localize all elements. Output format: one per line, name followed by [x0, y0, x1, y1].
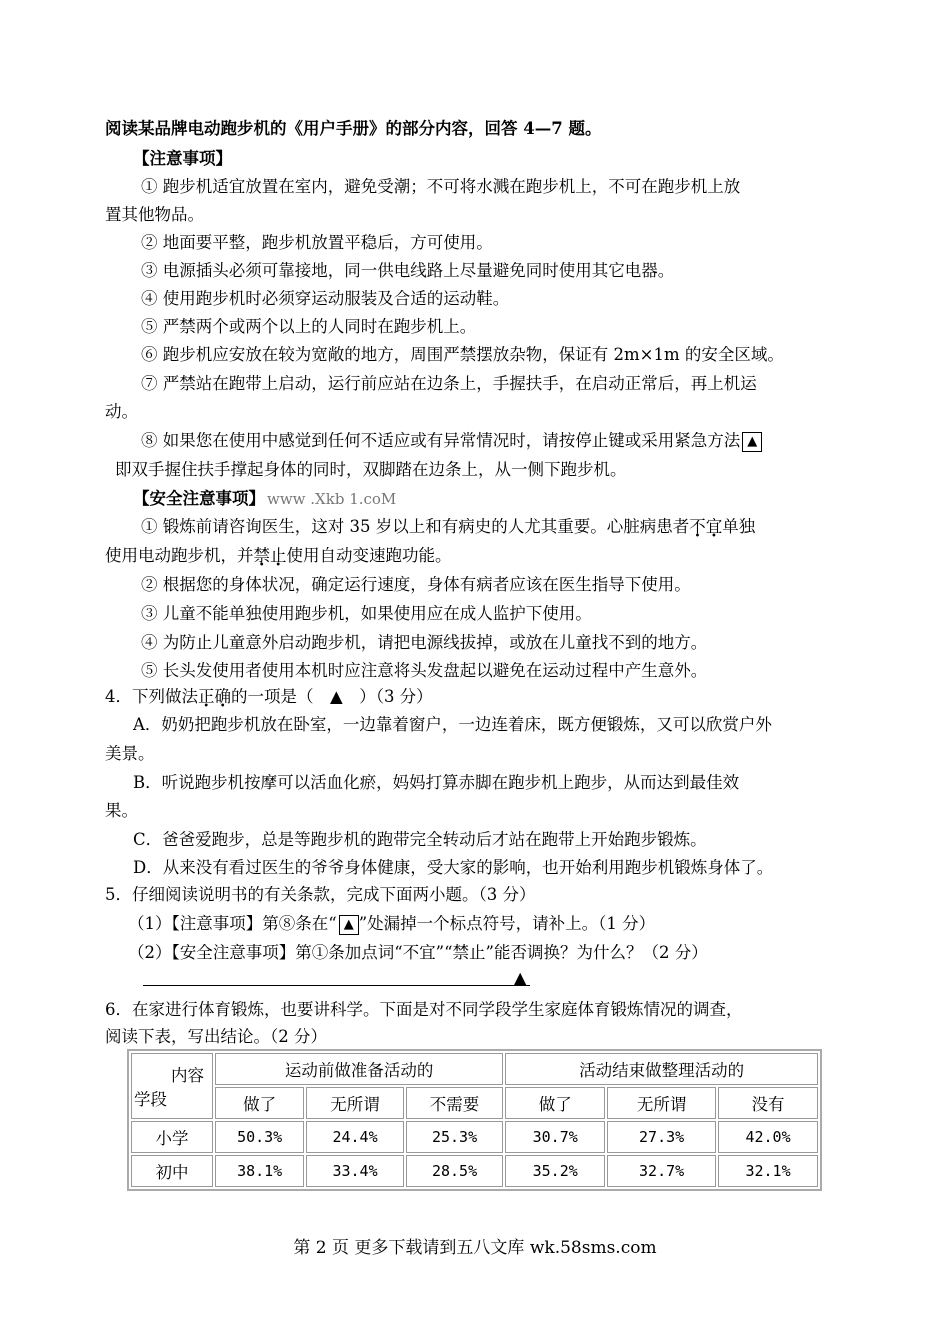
corner-top-label: 内容: [171, 1066, 204, 1085]
q4-stem-post: 的一项是（ ▲ ）（3 分）: [231, 687, 433, 706]
page-footer: 第 2 页 更多下载请到五八文库 wk.58sms.com: [293, 1238, 657, 1258]
table-cell: 30.7%: [505, 1121, 605, 1153]
table-subheader: 无所谓: [306, 1087, 404, 1119]
table-group-header: 运动前做准备活动的: [215, 1053, 503, 1085]
table-cell: 24.4%: [306, 1121, 404, 1153]
q4-option-c: C．爸爸爱跑步，总是等跑步机的跑带完全转动后才站在跑带上开始跑步锻炼。: [133, 830, 707, 849]
table-cell: 42.0%: [718, 1121, 818, 1153]
question-4-stem: [105, 686, 850, 708]
question-6-stem-2: 阅读下表，写出结论。（2 分）: [105, 1027, 327, 1046]
q4-option-a-2: 美景。: [105, 744, 155, 763]
q5-sub-1-pre: （1）【注意事项】第⑧条在“: [128, 914, 337, 933]
safety-item-1a-text: ① 锻炼前请咨询医生，这对 35 岁以上和有病史的人尤其重要。心脏病患者: [141, 517, 690, 536]
watermark-text: www .Xkb 1.coM: [267, 490, 397, 508]
q4-option-d: D．从来没有看过医生的爷爷身体健康，受大家的影响，也开始利用跑步机锻炼身体了。: [133, 858, 774, 877]
table-cell: 50.3%: [215, 1121, 304, 1153]
answer-blank-mark: ▲: [339, 915, 359, 935]
answer-blank-mark: ▲: [514, 968, 527, 987]
table-cell: 28.5%: [406, 1155, 504, 1187]
table-cell: 33.4%: [306, 1155, 404, 1187]
survey-table: [127, 1049, 822, 1191]
notice-item-6: ⑥ 跑步机应安放在较为宽敞的地方，周围严禁摆放杂物，保证有 2m×1m 的安全区域。: [141, 345, 784, 364]
table-subheader: 不需要: [406, 1087, 504, 1119]
row-label: 初中: [131, 1155, 213, 1187]
safety-item-2: ② 根据您的身体状况，确定运行速度，身体有病者应该在医生指导下使用。: [141, 575, 691, 594]
table-subheader: 做了: [505, 1087, 605, 1119]
safety-item-1b-tail: 使用自动变速跑功能。: [286, 546, 452, 565]
table-subheader: 做了: [215, 1087, 304, 1119]
q5-sub-1: [128, 913, 873, 935]
safety-item-4: ④ 为防止儿童意外启动跑步机，请把电源线拔掉，或放在儿童找不到的地方。: [141, 633, 708, 652]
table-corner-cell: [131, 1053, 213, 1119]
table-cell: 32.7%: [607, 1155, 716, 1187]
table-row: [131, 1155, 818, 1187]
passage-intro: 阅读某品牌电动跑步机的《用户手册》的部分内容，回答 4—7 题。: [105, 119, 602, 138]
q4-stem-pre: 4．下列做法: [105, 687, 198, 706]
question-5-stem: 5．仔细阅读说明书的有关条款，完成下面两小题。（3 分）: [105, 885, 536, 904]
table-subheader: 没有: [718, 1087, 818, 1119]
notice-item-8a-text: ⑧ 如果您在使用中感觉到任何不适应或有异常情况时，请按停止键或采用紧急方法: [141, 431, 741, 450]
safety-item-1b: [105, 545, 850, 567]
table-header-row: [131, 1053, 818, 1085]
notice-item-1b: 置其他物品。: [105, 205, 204, 224]
table-subheader: 无所谓: [607, 1087, 716, 1119]
emphasis-char: 止: [270, 546, 287, 565]
notice-item-8b: 即双手握住扶手撑起身体的同时，双脚踏在边条上，从一侧下跑步机。: [115, 460, 627, 479]
safety-item-5: ⑤ 长头发使用者使用本机时应注意将头发盘起以避免在运动过程中产生意外。: [141, 661, 708, 680]
notice-item-2: ② 地面要平整，跑步机放置平稳后，方可使用。: [141, 233, 493, 252]
safety-title: 【安全注意事项】: [133, 489, 265, 508]
table-group-header: 活动结束做整理活动的: [505, 1053, 818, 1085]
emphasis-char: 正: [198, 687, 215, 706]
emphasis-char: 确: [214, 687, 231, 706]
notice-item-5: ⑤ 严禁两个或两个以上的人同时在跑步机上。: [141, 317, 477, 336]
table-cell: 25.3%: [406, 1121, 504, 1153]
q5-sub-2: （2）【安全注意事项】第①条加点词“不宜”“禁止”能否调换？为什么？（2 分）: [128, 943, 708, 962]
notice-title: 【注意事项】: [133, 149, 232, 168]
notice-item-4: ④ 使用跑步机时必须穿运动服装及合适的运动鞋。: [141, 289, 510, 308]
question-6-stem-1: 6．在家进行体育锻炼，也要讲科学。下面是对不同学段学生家庭体育锻炼情况的调查，: [105, 1000, 743, 1019]
emphasis-char: 不: [689, 517, 706, 536]
notice-item-7a: ⑦ 严禁站在跑带上启动，运行前应站在边条上，手握扶手，在启动正常后，再上机运: [141, 374, 757, 393]
safety-item-1a: [141, 516, 886, 538]
q4-option-b-1: B．听说跑步机按摩可以活血化瘀，妈妈打算赤脚在跑步机上跑步，从而达到最佳效: [133, 773, 740, 792]
safety-item-1a-tail: 单独: [722, 517, 756, 536]
table-row: [131, 1121, 818, 1153]
notice-item-8a: [141, 430, 886, 452]
table-cell: 32.1%: [718, 1155, 818, 1187]
table-cell: 38.1%: [215, 1155, 304, 1187]
safety-title-row: [133, 488, 878, 510]
emphasis-char: 宜: [705, 517, 723, 536]
notice-item-7b: 动。: [105, 402, 138, 421]
row-label: 小学: [131, 1121, 213, 1153]
q4-option-b-2: 果。: [105, 801, 138, 820]
table-cell: 27.3%: [607, 1121, 716, 1153]
answer-line: [143, 985, 530, 986]
notice-item-3: ③ 电源插头必须可靠接地，同一供电线路上尽量避免同时使用其它电器。: [141, 261, 675, 280]
notice-item-1a: ① 跑步机适宜放置在室内，避免受潮；不可将水溅在跑步机上，不可在跑步机上放: [141, 177, 741, 196]
q5-sub-1-post: ”处漏掉一个标点符号，请补上。（1 分）: [358, 914, 656, 933]
corner-bottom-label: 学段: [134, 1090, 167, 1109]
safety-item-3: ③ 儿童不能单独使用跑步机，如果使用应在成人监护下使用。: [141, 604, 592, 623]
safety-item-1b-text: 使用电动跑步机，并: [105, 546, 254, 565]
emphasis-char: 禁: [253, 546, 270, 565]
table-subheader-row: [131, 1087, 818, 1119]
table-cell: 35.2%: [505, 1155, 605, 1187]
answer-blank-mark: ▲: [742, 432, 762, 452]
q4-option-a-1: A．奶奶把跑步机放在卧室，一边靠着窗户，一边连着床，既方便锻炼，又可以欣赏户外: [133, 715, 772, 734]
